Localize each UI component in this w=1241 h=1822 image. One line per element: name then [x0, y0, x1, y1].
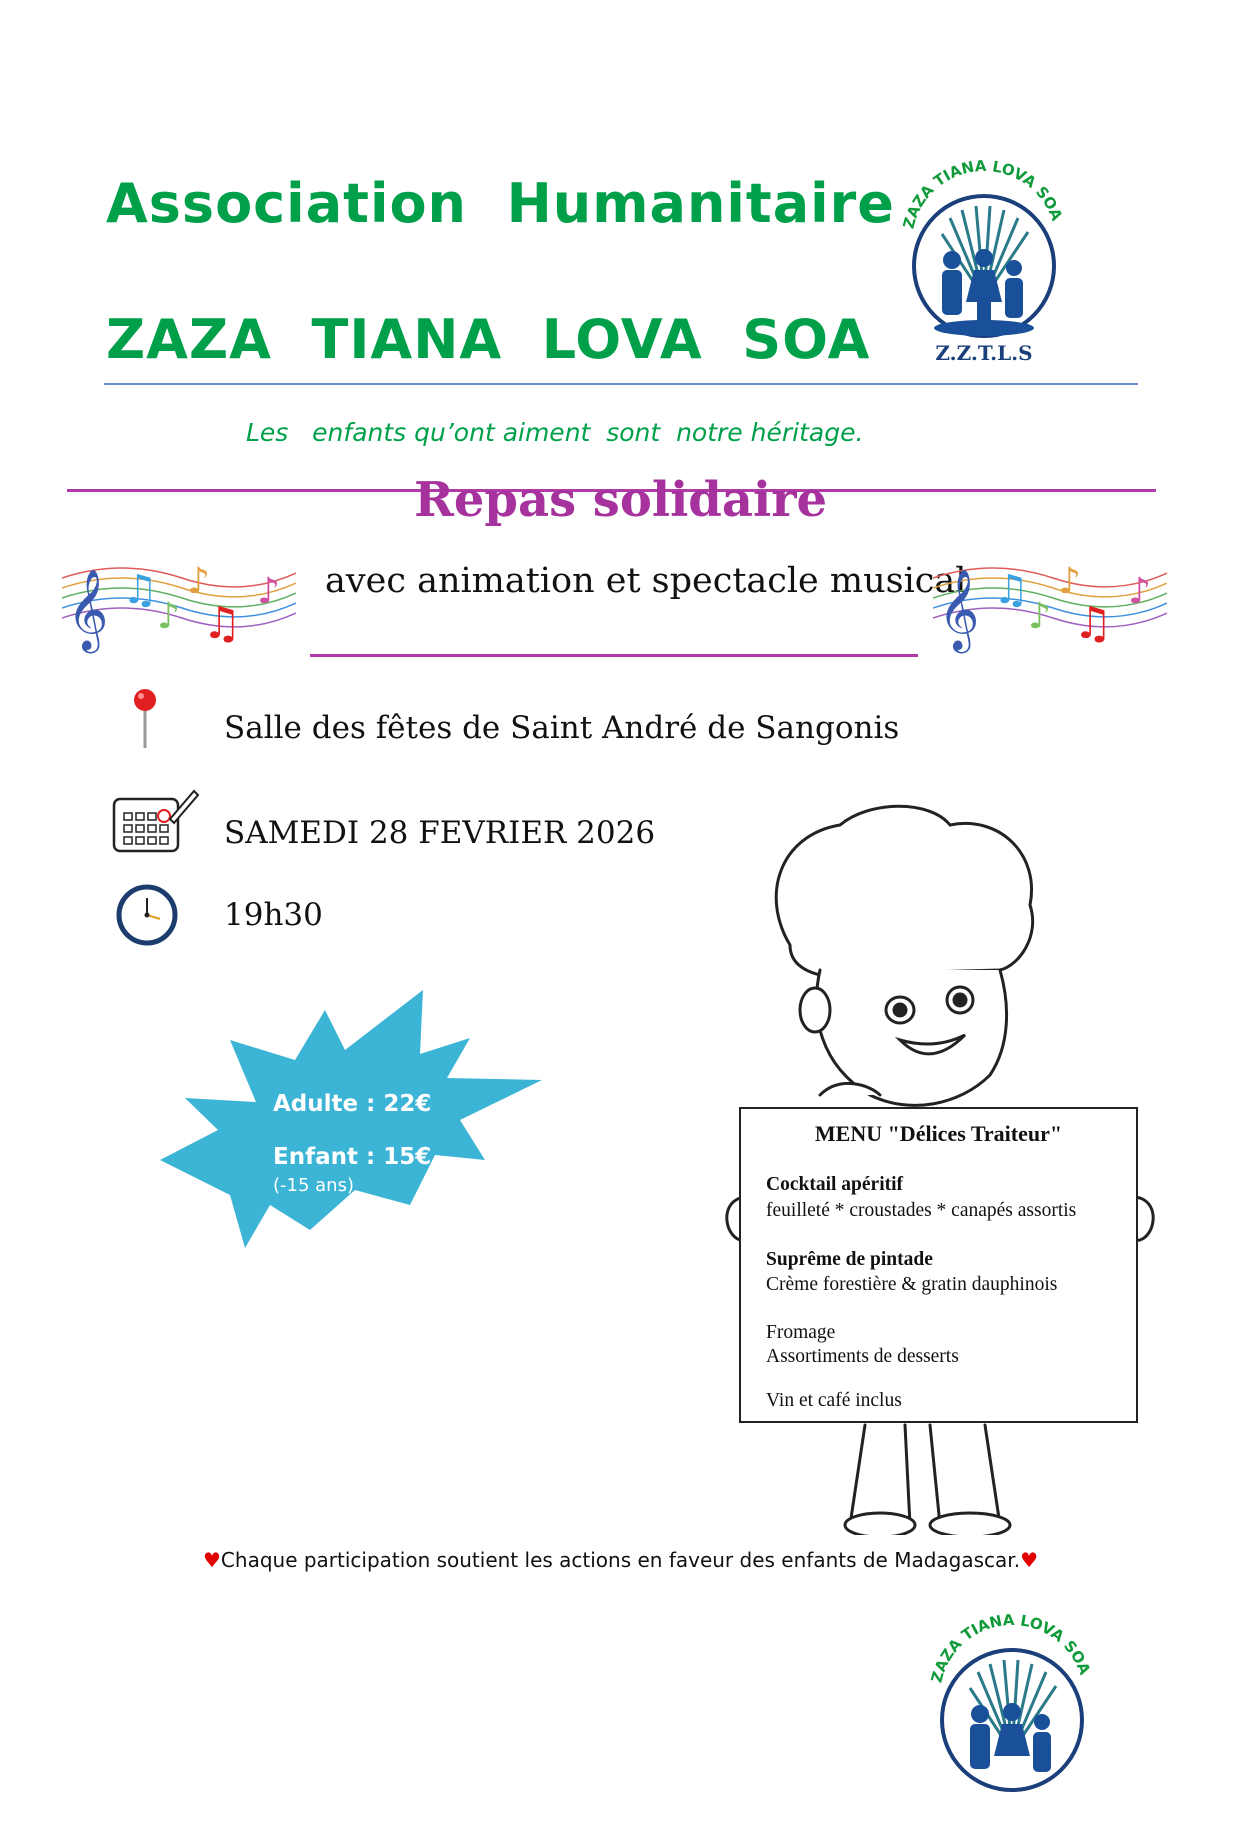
svg-text:♫: ♫ — [202, 598, 242, 649]
clock-icon — [116, 884, 178, 946]
footer-message — [0, 1548, 1241, 1572]
header-divider — [104, 383, 1138, 385]
svg-text:ZAZA TIANA LOVA SOA: ZAZA TIANA LOVA SOA — [927, 1610, 1094, 1685]
svg-text:♪: ♪ — [257, 571, 280, 612]
svg-text:♫: ♫ — [1073, 598, 1113, 649]
svg-text:♪: ♪ — [1028, 596, 1051, 637]
menu-item: Vin et café inclus — [766, 1390, 902, 1411]
svg-text:♫: ♫ — [122, 567, 158, 613]
subtitle-underline — [310, 654, 918, 657]
svg-text:♪: ♪ — [157, 596, 180, 637]
event-location: Salle des fêtes de Saint André de Sangonis — [224, 710, 900, 746]
association-logo — [890, 148, 1075, 368]
event-title: Repas solidaire — [413, 472, 828, 528]
heart-icon: ♥ — [202, 1548, 221, 1572]
calendar-icon — [110, 785, 202, 857]
menu-board — [739, 1107, 1138, 1423]
child-age-note: (-15 ans) — [273, 1175, 354, 1196]
association-title: Association Humanitaire — [106, 172, 895, 235]
tagline: Les enfants qu’ont aiment sont notre héritage. — [246, 418, 864, 447]
association-logo — [918, 1602, 1103, 1822]
svg-text:♪: ♪ — [1128, 571, 1151, 612]
event-date: SAMEDI 28 FEVRIER 2026 — [224, 815, 656, 851]
svg-text:♫: ♫ — [993, 567, 1029, 613]
music-notes-icon — [62, 548, 296, 654]
heart-icon: ♥ — [1020, 1548, 1038, 1572]
footer-text: Chaque participation soutient les actions en faveur des enfants de Madagascar. — [220, 1548, 1021, 1572]
svg-text:♪: ♪ — [1058, 561, 1081, 602]
menu-course-title: Suprême de pintade — [766, 1249, 933, 1270]
event-time: 19h30 — [224, 897, 323, 933]
svg-text:♪: ♪ — [187, 561, 210, 602]
event-subtitle: avec animation et spectacle musical — [325, 561, 967, 601]
menu-course-description: feuilleté * croustades * canapés assortis — [766, 1200, 1077, 1221]
music-notes-icon — [933, 548, 1167, 654]
svg-text:𝄞: 𝄞 — [938, 568, 980, 650]
svg-text:ZAZA TIANA LOVA SOA: ZAZA TIANA LOVA SOA — [899, 156, 1066, 231]
menu-item: Fromage — [766, 1322, 836, 1343]
svg-text:𝄞: 𝄞 — [67, 568, 109, 650]
map-pin-icon — [124, 686, 166, 752]
menu-course-title: Cocktail apéritif — [766, 1174, 904, 1195]
menu-course-description: Crème forestière & gratin dauphinois — [766, 1274, 1058, 1295]
child-price: Enfant : 15€ — [273, 1144, 432, 1170]
association-name: ZAZA TIANA LOVA SOA — [106, 308, 871, 371]
menu-title: MENU "Délices Traiteur" — [814, 1121, 1063, 1146]
price-starburst — [160, 990, 550, 1285]
menu-item: Assortiments de desserts — [766, 1346, 959, 1367]
svg-text:Z.Z.T.L.S: Z.Z.T.L.S — [935, 341, 1033, 365]
adult-price: Adulte : 22€ — [273, 1091, 432, 1117]
